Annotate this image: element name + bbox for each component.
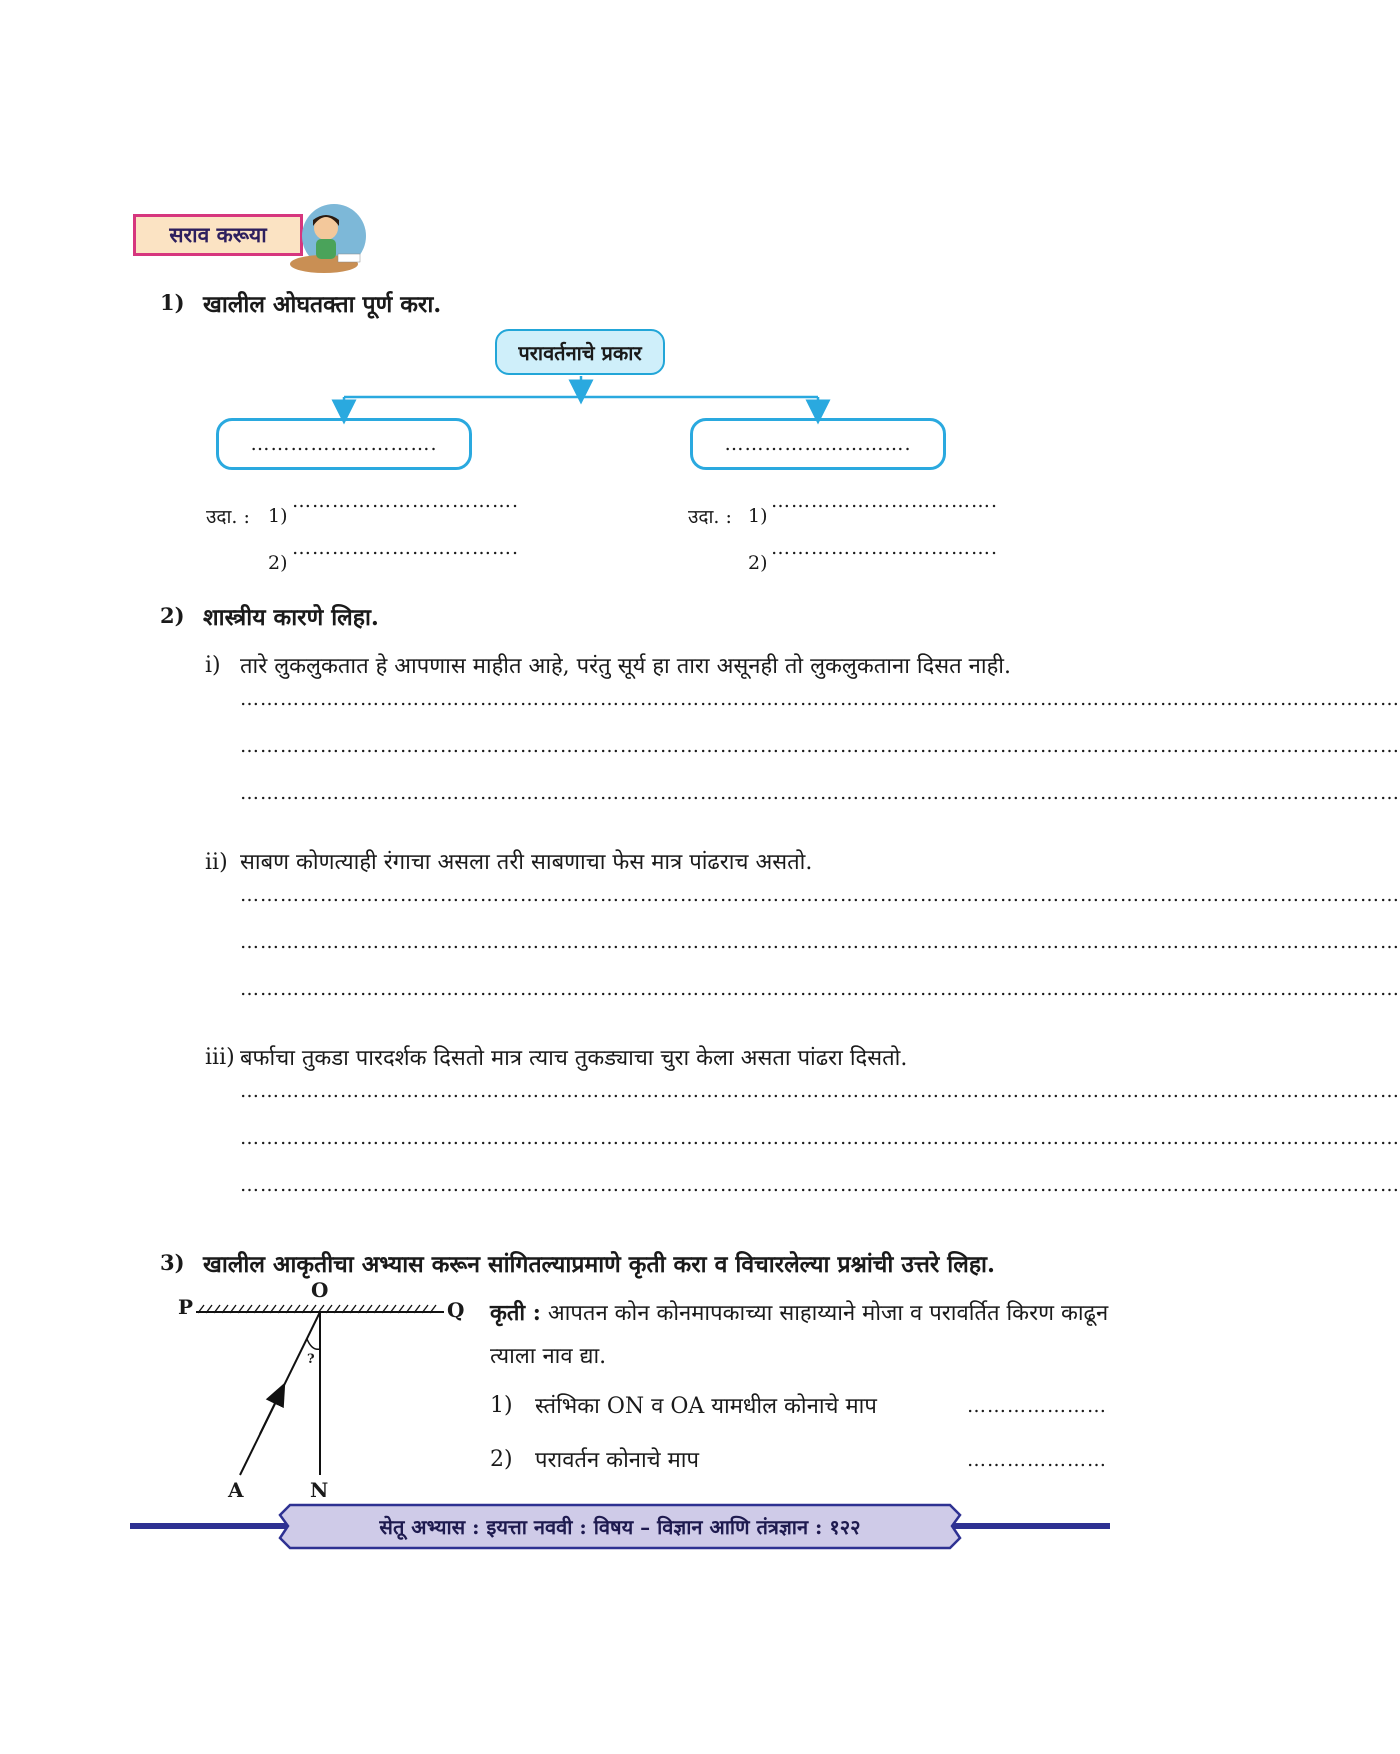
answer-blank[interactable]: …………………: [967, 1395, 1107, 1417]
answer-line[interactable]: …………………………………………………………………………………………………………………………………………………………: [240, 931, 1400, 953]
example-label: उदा. :: [688, 506, 732, 528]
answer-blank[interactable]: …………………: [967, 1449, 1107, 1471]
item-number: iii): [205, 1045, 235, 1070]
item-number: i): [205, 653, 221, 678]
flowchart-box-right: [690, 418, 946, 470]
activity-label: कृती :: [490, 1300, 541, 1326]
flowchart-box-left: [216, 418, 472, 470]
answer-line[interactable]: …………………………………………………………………………………………………………………………………………………………: [240, 782, 1400, 804]
answer-line[interactable]: …………………………………………………………………………………………………………………………………………………………: [240, 735, 1400, 757]
example-number: 1): [268, 505, 288, 527]
answer-blank[interactable]: …………………………….: [292, 490, 520, 512]
angle-label: ?: [307, 1352, 315, 1367]
label-p: P: [178, 1295, 194, 1319]
label-q: Q: [447, 1298, 465, 1322]
activity-instruction: [490, 1292, 1110, 1378]
flowchart-root: परावर्तनाचे प्रकार: [495, 329, 665, 375]
answer-line[interactable]: …………………………………………………………………………………………………………………………………………………………: [240, 884, 1400, 906]
item-text: बर्फाचा तुकडा पारदर्शक दिसतो मात्र त्याच तुकड्याचा चुरा केला असता पांढरा दिसतो.: [240, 1046, 908, 1071]
item-text: साबण कोणत्याही रंगाचा असला तरी साबणाचा फेस मात्र पांढराच असतो.: [240, 850, 813, 875]
answer-line[interactable]: …………………………………………………………………………………………………………………………………………………………: [240, 688, 1400, 710]
question-number: 3): [160, 1250, 185, 1275]
question-number: 2): [160, 603, 185, 628]
item-text: तारे लुकलुकतात हे आपणास माहीत आहे, परंतु सूर्य हा तारा असूनही तो लुकलुकताना दिसत नाही.: [240, 654, 1011, 679]
reflection-diagram: [160, 1283, 480, 1493]
example-label: उदा. :: [206, 506, 250, 528]
label-o: O: [311, 1278, 329, 1302]
answer-line[interactable]: …………………………………………………………………………………………………………………………………………………………: [240, 1080, 1400, 1102]
sub-text: परावर्तन कोनाचे माप: [535, 1448, 699, 1473]
section-badge: सराव करूया: [133, 214, 303, 256]
question-title: खालील आकृतीचा अभ्यास करून सांगितल्याप्रमाणे कृती करा व विचारलेल्या प्रश्नांची उत्तरे लिहा.: [203, 1251, 995, 1278]
example-number: 1): [748, 505, 768, 527]
question-number: 1): [160, 290, 185, 315]
sub-number: 2): [490, 1447, 513, 1472]
sub-text: स्तंभिका ON व OA यामधील कोनाचे माप: [535, 1394, 877, 1419]
item-number: ii): [205, 850, 228, 875]
answer-line[interactable]: …………………………………………………………………………………………………………………………………………………………: [240, 1127, 1400, 1149]
answer-blank[interactable]: ……………………….: [250, 433, 438, 455]
answer-blank[interactable]: …………………………….: [771, 490, 999, 512]
question-title: खालील ओघतक्ता पूर्ण करा.: [203, 291, 442, 318]
footer-text: सेतू अभ्यास : इयत्ता नववी : विषय – विज्ञान आणि तंत्रज्ञान : १२२: [379, 1514, 861, 1539]
angle-arc: [307, 1339, 320, 1349]
answer-line[interactable]: …………………………………………………………………………………………………………………………………………………………: [240, 978, 1400, 1000]
flowchart-connectors: [0, 0, 1240, 600]
answer-blank[interactable]: ……………………….: [724, 433, 912, 455]
example-number: 2): [268, 552, 288, 574]
activity-text: आपतन कोन कोनमापकाच्या साहाय्याने मोजा व परावर्तित किरण काढून त्याला नाव द्या.: [490, 1301, 1109, 1369]
label-n: N: [310, 1478, 329, 1502]
answer-line[interactable]: …………………………………………………………………………………………………………………………………………………………: [240, 1174, 1400, 1196]
question-title: शास्त्रीय कारणे लिहा.: [203, 604, 379, 631]
answer-blank[interactable]: …………………………….: [771, 537, 999, 559]
sub-number: 1): [490, 1393, 513, 1418]
answer-blank[interactable]: …………………………….: [292, 537, 520, 559]
label-a: A: [228, 1478, 244, 1502]
example-number: 2): [748, 552, 768, 574]
